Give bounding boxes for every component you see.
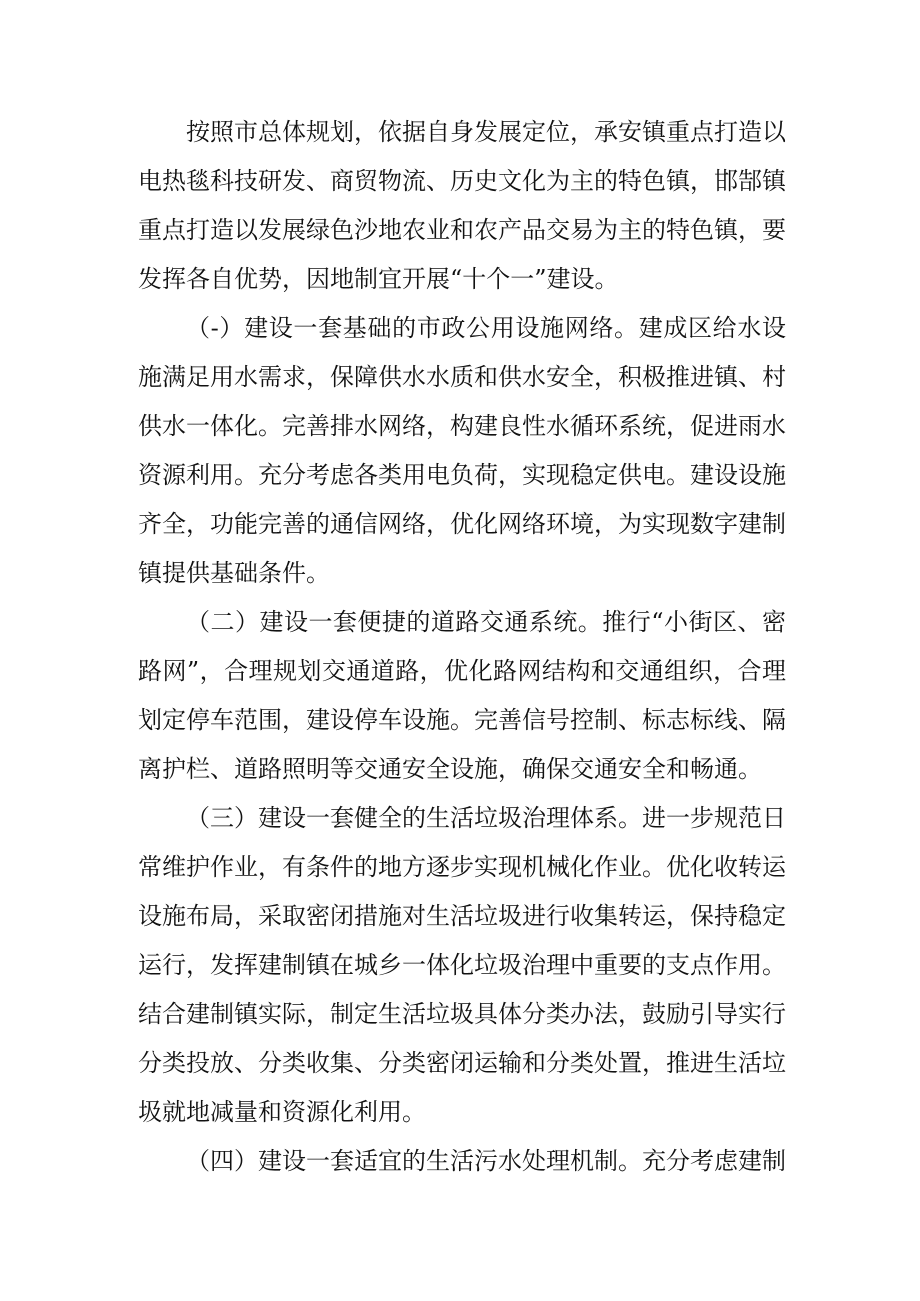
paragraph-intro: 按照市总体规划，依据自身发展定位，承安镇重点打造以电热毯科技研发、商贸物流、历史文化为主的特色镇，邯郜镇重点打造以发展绿色沙地农业和农产品交易为主的特色镇，要发挥各自优势，因地制宜开展“十个一”建设。 <box>138 118 786 293</box>
document-body <box>138 108 786 1186</box>
paragraph-section-4: （四）建设一套适宜的生活污水处理机制。充分考虑建制 <box>186 1147 786 1175</box>
paragraph-section-3: （三）建设一套健全的生活垃圾治理体系。进一步规范日常维护作业，有条件的地方逐步实现机械化作业。优化收转运设施布局，采取密闭措施对生活垃圾进行收集转运，保持稳定运行，发挥建制镇在城乡一体化垃圾治理中重要的支点作用。结合建制镇实际，制定生活垃圾具体分类办法，鼓励引导实行分类投放、分类收集、分类密闭运输和分类处置，推进生活垃圾就地减量和资源化利用。 <box>138 804 786 1126</box>
paragraph-section-2: （二）建设一套便捷的道路交通系统。推行“小街区、密路网”，合理规划交通道路，优化路网结构和交通组织，合理划定停车范围，建设停车设施。完善信号控制、标志标线、隔离护栏、道路照明等交通安全设施，确保交通安全和畅通。 <box>138 608 786 783</box>
paragraph-section-1: （-）建设一套基础的市政公用设施网络。建成区给水设施满足用水需求，保障供水水质和供水安全，积极推进镇、村供水一体化。完善排水网络，构建良性水循环系统，促进雨水资源利用。充分考虑各类用电负荷，实现稳定供电。建设设施齐全，功能完善的通信网络，优化网络环境，为实现数字建制镇提供基础条件。 <box>138 314 786 587</box>
